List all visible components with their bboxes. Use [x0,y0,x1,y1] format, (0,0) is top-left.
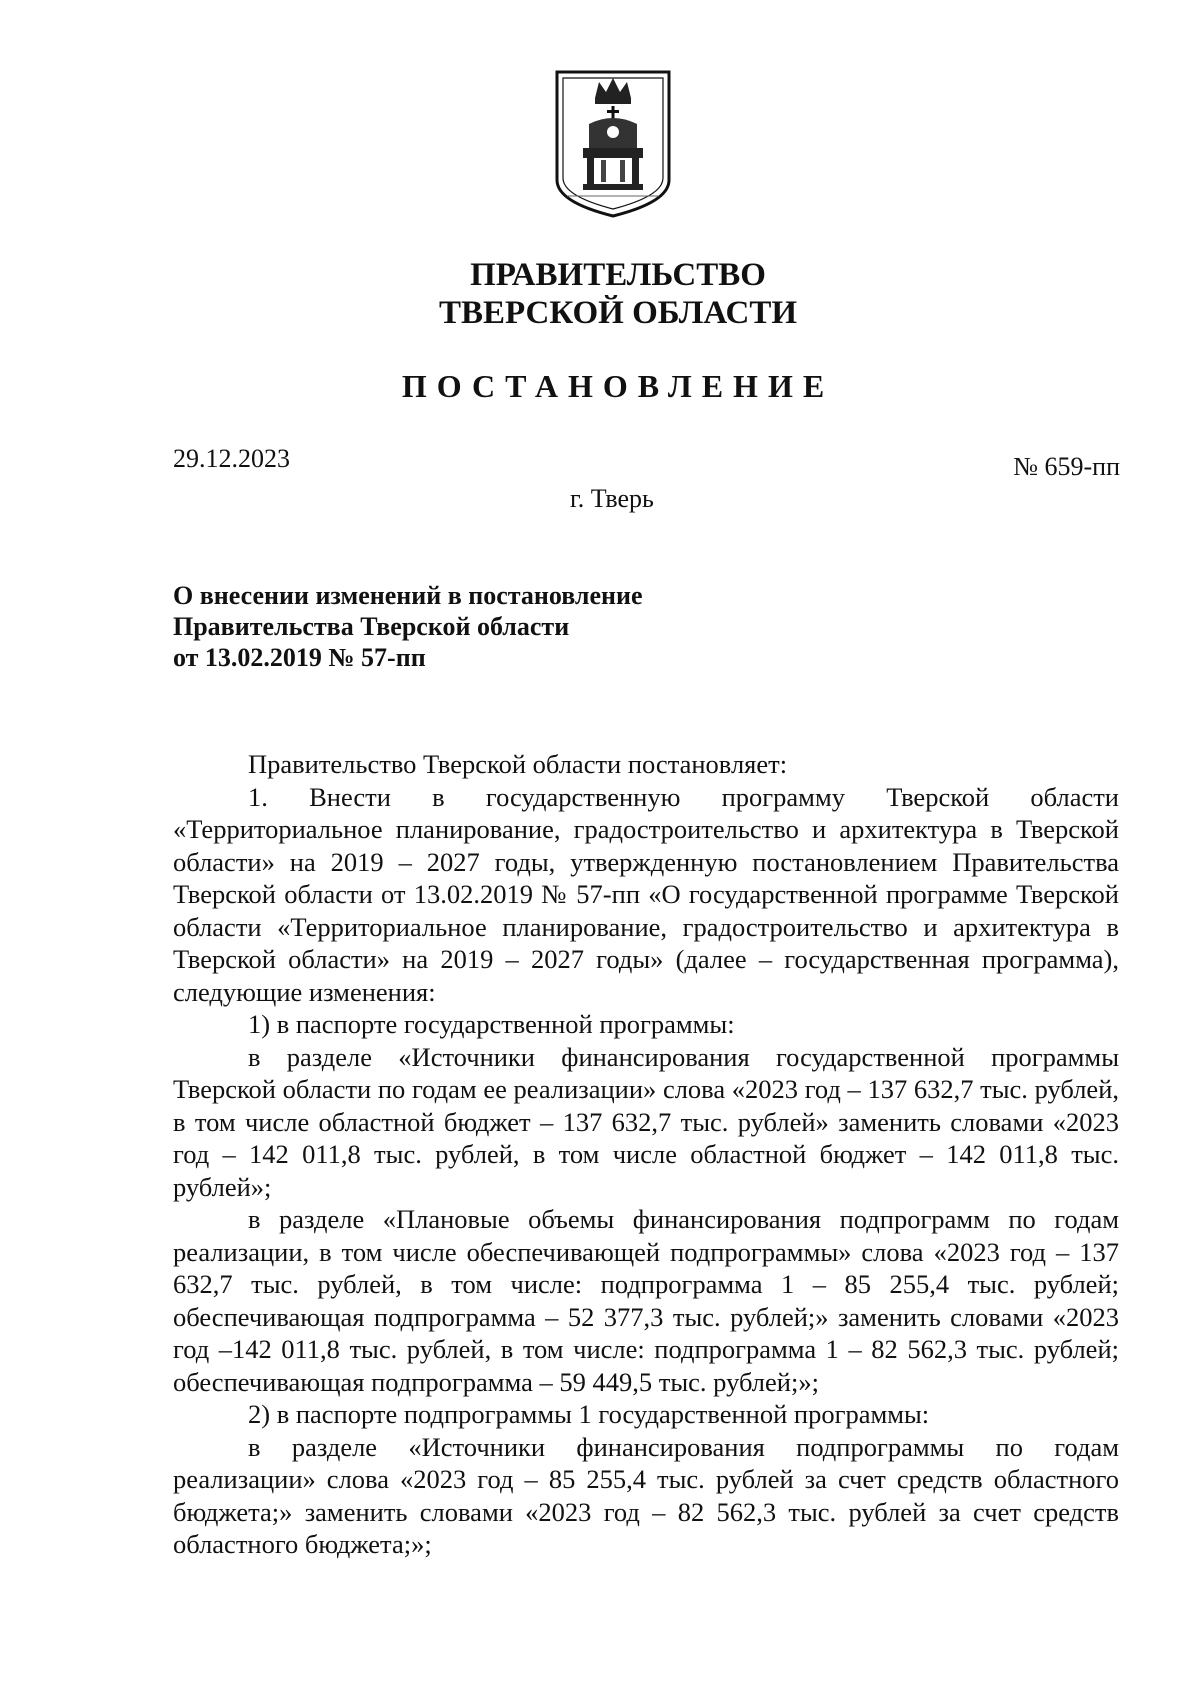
body-paragraph: 2) в паспорте подпрограммы 1 государственной программы: [248,1399,930,1429]
government-name-line2: ТВЕРСКОЙ ОБЛАСТИ [438,295,798,331]
document-subject [173,580,643,673]
body-paragraph: в разделе «Источники финансирования государственной программы Тверской области по годам ее реализации» слова «2023 год – 137 632,7 тыс. рублей, в том числе областной бюджет – 137 632,7 тыс. рублей» заменить словами «2023 год – 142 011,8 тыс. рублей, в том числе областной бюджет – 142 011,8 тыс. рублей»; [173,1041,1119,1202]
subject-line: О внесении изменений в постановление [173,581,643,610]
body-paragraph: 1. Внести в государственную программу Тверской области «Территориальное планирование, градостроительство и архитектура в Тверской области» на 2019 – 2027 годы, утвержденную постановлением Правительства Тверской области от 13.02.2019 № 57-пп «О государственной программе Тверской области «Территориальное планирование, градостроительство и архитектура в Тверской области» на 2019 – 2027 годы» (далее – государственная программа), следующие изменения: [173,781,1119,1007]
body-paragraph: Правительство Тверской области постановляет: [248,749,788,779]
document-city: г. Тверь [570,484,654,513]
government-name-line1: ПРАВИТЕЛЬСТВО [470,257,766,293]
document-type: ПОСТАНОВЛЕНИЕ [401,368,835,404]
subject-line: Правительства Тверской области [173,612,570,641]
coat-of-arms-icon [553,68,673,220]
subject-line: от 13.02.2019 № 57-пп [173,643,426,672]
document-number: № 659-пп [1013,452,1120,481]
body-paragraph: в разделе «Источники финансирования подпрограммы по годам реализации» слова «2023 год – 85 255,4 тыс. рублей за счет средств областного бюджета;» заменить словами «2023 год – 82 562,3 тыс. рублей за счет средств областного бюджета;»; [173,1431,1119,1559]
body-paragraph: в разделе «Плановые объемы финансирования подпрограмм по годам реализации, в том числе обеспечивающей подпрограммы» слова «2023 год – 137 632,7 тыс. рублей, в том числе: подпрограмма 1 – 85 255,4 тыс. рублей; обеспечивающая подпрограмма – 52 377,3 тыс. рублей;» заменить словами «2023 год –142 011,8 тыс. рублей, в том числе: подпрограмма 1 – 82 562,3 тыс. рублей; обеспечивающая подпрограмма – 59 449,5 тыс. рублей;»; [173,1204,1119,1397]
document-date: 29.12.2023 [173,444,290,473]
body-paragraph: 1) в паспорте государственной программы: [248,1009,735,1039]
document-body [173,748,1119,1561]
